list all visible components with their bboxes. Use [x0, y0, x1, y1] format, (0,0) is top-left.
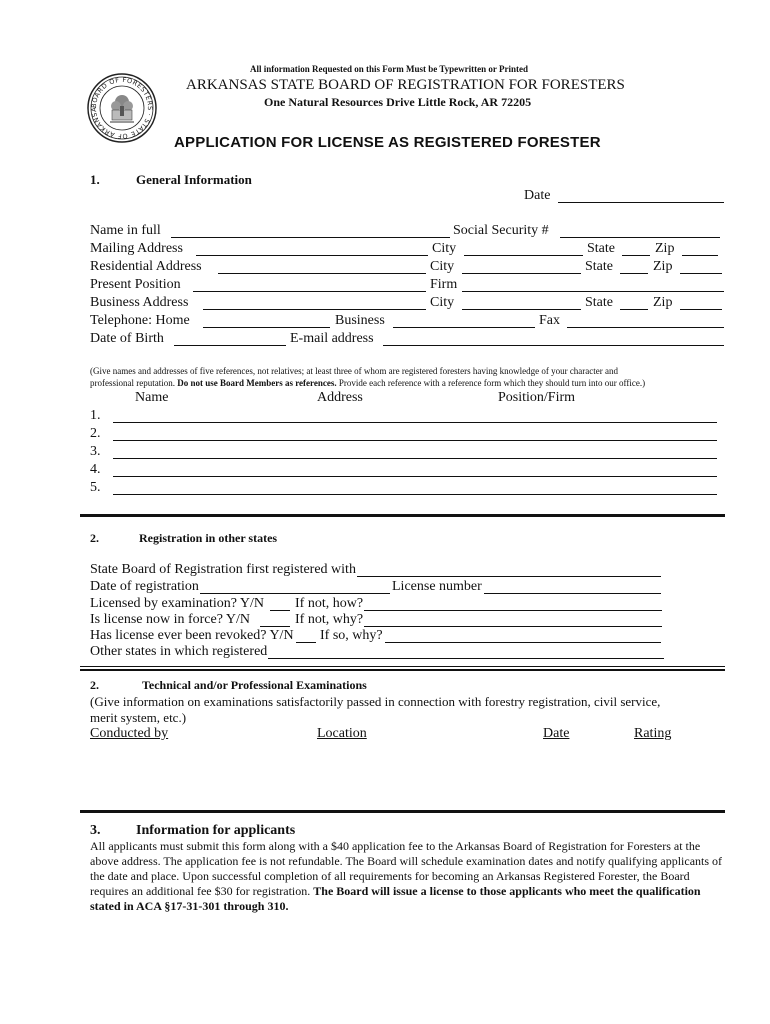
in-force-field[interactable] [260, 626, 290, 627]
if-so-why-field[interactable] [385, 642, 661, 643]
references-note-a: professional reputation. [90, 378, 175, 388]
reference-line[interactable] [113, 476, 717, 477]
license-number-field[interactable] [484, 593, 661, 594]
if-not-how-field[interactable] [364, 610, 662, 611]
telephone-business-label: Business [335, 313, 385, 328]
other-states-label: Other states in which registered [90, 644, 268, 659]
mailing-zip-field[interactable] [682, 255, 718, 256]
section-divider [80, 810, 725, 813]
license-number-label: License number [392, 579, 482, 594]
section-1-number: 1. [90, 172, 100, 187]
residential-city-field[interactable] [462, 273, 581, 274]
if-so-why-label: If so, why? [320, 628, 383, 643]
residential-zip-label: Zip [653, 259, 673, 274]
name-in-full-field[interactable] [171, 237, 450, 238]
telephone-home-label: Telephone: Home [90, 313, 190, 328]
present-position-label: Present Position [90, 277, 181, 292]
reference-line[interactable] [113, 494, 717, 495]
telephone-home-field[interactable] [203, 327, 330, 328]
board-name: ARKANSAS STATE BOARD OF REGISTRATION FOR FORESTERS [186, 77, 625, 93]
section-3-number: 3. [90, 823, 101, 838]
board-address: One Natural Resources Drive Little Rock, AR 72205 [264, 95, 532, 109]
section-divider [80, 514, 725, 517]
references-note-c: Provide each reference with a reference form which they should turn into our office.) [338, 378, 646, 388]
references-note-b: Do not use Board Members as references. [177, 378, 337, 388]
section-exams-number: 2. [90, 678, 99, 692]
business-state-field[interactable] [620, 309, 648, 310]
section-2-number: 2. [90, 531, 99, 545]
ssn-field[interactable] [560, 237, 720, 238]
first-registered-field[interactable] [357, 576, 661, 577]
mailing-city-field[interactable] [464, 255, 583, 256]
applicant-information-text: All applicants must submit this form along with a $40 application fee to the Arkansas Board of Registration for Foresters at the above address. The application fee is not refundable. The Board will schedule examination dates and notify qualifying applicants of the date and place. Upon successful completion of all requirements for becoming an Arkansas Registered Forester, the Board requires an additional fee $30 for registration. [90, 839, 723, 898]
applicant-information-bold: The Board will issue a license to those applicants who meet the qualification stated in ACA §17-31-301 through 310. [90, 884, 701, 913]
residential-address-label: Residential Address [90, 259, 202, 274]
email-label: E-mail address [290, 331, 374, 346]
dob-label: Date of Birth [90, 331, 164, 346]
mailing-address-label: Mailing Address [90, 241, 183, 256]
mailing-address-field[interactable] [196, 255, 428, 256]
section-1-heading: General Information [136, 172, 252, 187]
business-zip-field[interactable] [680, 309, 722, 310]
if-not-how-label: If not, how? [295, 596, 364, 611]
ref-number: 2. [90, 426, 101, 441]
email-field[interactable] [383, 345, 724, 346]
state-seal [86, 72, 158, 144]
mailing-city-label: City [432, 241, 457, 256]
ssn-label: Social Security # [453, 223, 549, 238]
mailing-state-field[interactable] [622, 255, 650, 256]
residential-zip-field[interactable] [680, 273, 722, 274]
fax-label: Fax [539, 313, 560, 328]
mailing-state-label: State [587, 241, 615, 256]
residential-city-label: City [430, 259, 455, 274]
residential-address-field[interactable] [218, 273, 426, 274]
section-2-heading: Registration in other states [139, 531, 278, 545]
mailing-zip-label: Zip [655, 241, 675, 256]
references-note-line-1: (Give names and addresses of five references, not relatives; at least three of whom are registered foresters having knowledge of your character and [90, 366, 619, 376]
col-date: Date [543, 726, 570, 741]
form-notice: All information Requested on this Form Must be Typewritten or Printed [250, 64, 528, 74]
firm-label: Firm [430, 277, 458, 292]
reference-line[interactable] [113, 422, 717, 423]
revoked-label: Has license ever been revoked? Y/N [90, 628, 294, 643]
ref-number: 4. [90, 462, 101, 477]
ref-header-address: Address [317, 390, 363, 405]
residential-state-label: State [585, 259, 613, 274]
exams-description-line-2: merit system, etc.) [90, 710, 187, 725]
if-not-why-field[interactable] [364, 626, 662, 627]
in-force-label: Is license now in force? Y/N [90, 612, 251, 627]
telephone-business-field[interactable] [393, 327, 535, 328]
ref-number: 5. [90, 480, 101, 495]
ref-header-position: Position/Firm [498, 390, 576, 405]
residential-state-field[interactable] [620, 273, 648, 274]
name-in-full-label: Name in full [90, 223, 161, 238]
ref-number: 3. [90, 444, 101, 459]
licensed-by-exam-label: Licensed by examination? Y/N [90, 596, 265, 611]
section-divider [80, 669, 725, 671]
reference-line[interactable] [113, 458, 717, 459]
dob-field[interactable] [174, 345, 286, 346]
other-states-field[interactable] [268, 658, 664, 659]
business-city-label: City [430, 295, 455, 310]
business-address-label: Business Address [90, 295, 189, 310]
date-label: Date [524, 188, 551, 203]
col-conducted-by: Conducted by [90, 726, 169, 741]
applicant-information [90, 839, 726, 914]
business-state-label: State [585, 295, 613, 310]
page-title: APPLICATION FOR LICENSE AS REGISTERED FORESTER [174, 134, 601, 151]
col-rating: Rating [634, 726, 672, 741]
section-3-heading: Information for applicants [136, 823, 296, 838]
date-field[interactable] [558, 202, 724, 203]
first-registered-label: State Board of Registration first registered with [90, 562, 356, 577]
business-zip-label: Zip [653, 295, 673, 310]
col-location: Location [317, 726, 367, 741]
section-divider [80, 666, 725, 667]
date-of-registration-field[interactable] [200, 593, 390, 594]
references-note-line-2 [90, 378, 645, 388]
business-address-field[interactable] [203, 309, 426, 310]
licensed-by-exam-field[interactable] [270, 610, 290, 611]
ref-number: 1. [90, 408, 101, 423]
section-exams-heading: Technical and/or Professional Examinations [142, 678, 367, 692]
exams-description-line-1: (Give information on examinations satisfactorily passed in connection with forestry registration, civil service, [90, 694, 661, 709]
ref-header-name: Name [135, 390, 169, 405]
fax-field[interactable] [567, 327, 724, 328]
seal-text: BOARD OF FORESTERS · STATE OF ARKANSA [89, 75, 155, 141]
business-city-field[interactable] [462, 309, 581, 310]
present-position-field[interactable] [193, 291, 426, 292]
revoked-field[interactable] [296, 642, 316, 643]
if-not-why-label: If not, why? [295, 612, 364, 627]
date-of-registration-label: Date of registration [90, 579, 199, 594]
firm-field[interactable] [462, 291, 724, 292]
reference-line[interactable] [113, 440, 717, 441]
